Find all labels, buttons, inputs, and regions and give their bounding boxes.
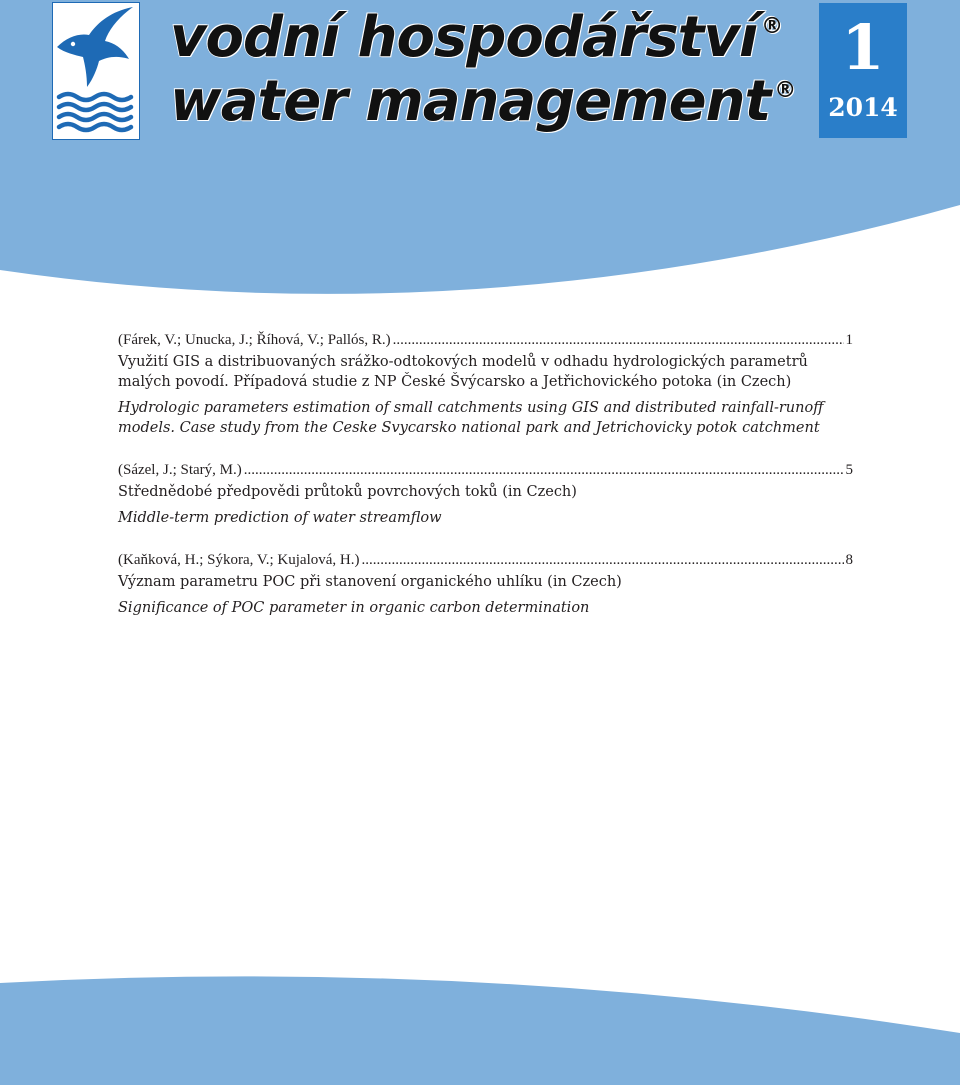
toc-title-czech: Význam parametru POC při stanovení organického uhlíku (in Czech) [118,574,622,590]
dot-leader [362,550,844,570]
toc-page-number: 5 [845,462,853,478]
publisher-logo [52,2,140,140]
issue-badge [819,3,907,138]
masthead-line-cz [170,5,810,70]
registered-mark: ® [774,78,796,103]
toc-page-number: 8 [845,552,853,568]
masthead-title-cz: vodní hospodářství [170,5,758,70]
toc-title-english: Middle-term prediction of water streamflow [118,510,442,526]
swallow-over-waves-icon [53,3,139,139]
toc-authors: (Sázel, J.; Starý, M.) [118,462,242,478]
toc-authors: (Fárek, V.; Unucka, J.; Říhová, V.; Pallós, R.) [118,332,391,348]
toc-entry[interactable] [118,460,853,528]
toc-authors: (Kaňková, H.; Sýkora, V.; Kujalová, H.) [118,552,360,568]
toc-title-english: Hydrologic parameters estimation of small catchments using GIS and distributed rainfall-runoff models. Case study from the Ceske Svycarsko national park and Jetrichovicky potok catchment [118,400,824,436]
issue-number: 1 [841,11,885,84]
toc-entry[interactable] [118,330,853,438]
toc-page-number: 1 [845,332,853,348]
dot-leader [244,460,844,480]
toc-title-english: Significance of POC parameter in organic carbon determination [118,600,590,616]
registered-mark: ® [761,14,783,39]
toc-authors-line [118,550,853,570]
toc-authors-line [118,330,853,350]
toc-authors-line [118,460,853,480]
toc-title-czech: Střednědobé předpovědi průtoků povrchových toků (in Czech) [118,484,577,500]
masthead-title-en: water management [170,69,771,134]
issue-year: 2014 [828,93,898,122]
masthead-line-en [170,69,810,134]
dot-leader [393,330,844,350]
toc-entry[interactable] [118,550,853,618]
toc-title-czech: Využití GIS a distribuovaných srážko-odtokových modelů v odhadu hydrologických parametrů malých povodí. Případová studie z NP České Švýcarsko a Jetřichovického potoka (in Czech) [118,354,808,390]
masthead [170,5,810,134]
table-of-contents [118,330,853,640]
footer-band [0,975,960,1085]
